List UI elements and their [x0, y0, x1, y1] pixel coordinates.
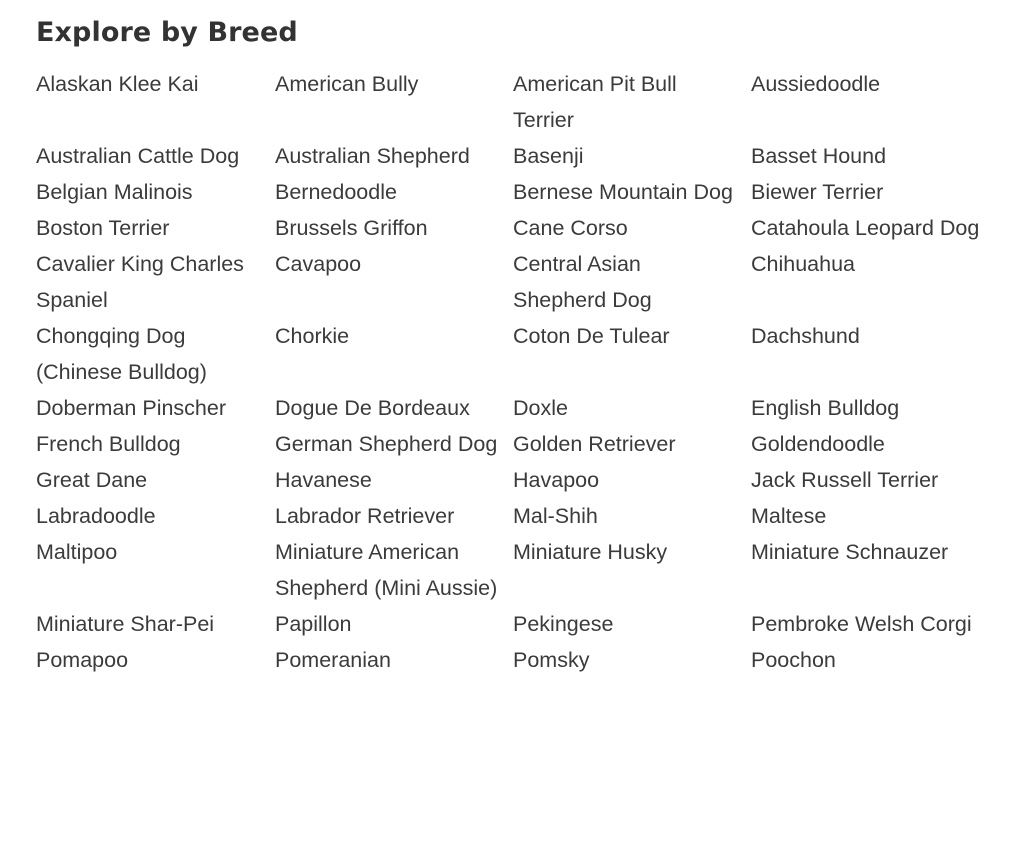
- breed-link[interactable]: Australian Shepherd: [275, 144, 470, 168]
- breed-link[interactable]: Maltese: [751, 504, 827, 528]
- breed-link[interactable]: French Bulldog: [36, 432, 181, 456]
- breed-link[interactable]: Cavapoo: [275, 252, 362, 276]
- breed-link[interactable]: Labradoodle: [36, 504, 156, 528]
- breed-link[interactable]: Australian Cattle Dog: [36, 144, 240, 168]
- breed-link[interactable]: Golden Retriever: [513, 432, 676, 456]
- breed-link[interactable]: Coton De Tulear: [513, 324, 670, 348]
- breed-link-grid: [36, 66, 996, 678]
- breed-link[interactable]: Aussiedoodle: [751, 72, 881, 96]
- breed-link[interactable]: Belgian Malinois: [36, 180, 193, 204]
- breed-link[interactable]: Basset Hound: [751, 144, 887, 168]
- breed-link[interactable]: Papillon: [275, 612, 352, 636]
- breed-link[interactable]: Dogue De Bordeaux: [275, 396, 470, 420]
- breed-link[interactable]: Pomeranian: [275, 648, 391, 672]
- explore-by-breed-section: [36, 14, 996, 678]
- breed-link[interactable]: Great Dane: [36, 468, 148, 492]
- breed-link[interactable]: Bernese Mountain Dog: [513, 180, 733, 204]
- breed-link[interactable]: Pembroke Welsh Corgi: [751, 612, 972, 636]
- breed-link[interactable]: Bernedoodle: [275, 180, 397, 204]
- breed-link[interactable]: Miniature American Shepherd (Mini Aussie): [275, 540, 498, 600]
- breed-link[interactable]: Brussels Griffon: [275, 216, 428, 240]
- breed-link[interactable]: Cavalier King Charles Spaniel: [36, 252, 244, 312]
- breed-link[interactable]: Mal-Shih: [513, 504, 598, 528]
- breed-link[interactable]: Pomapoo: [36, 648, 129, 672]
- breed-link[interactable]: American Pit Bull Terrier: [513, 72, 677, 132]
- breed-link[interactable]: Biewer Terrier: [751, 180, 884, 204]
- breed-link[interactable]: Central Asian Shepherd Dog: [513, 252, 652, 312]
- breed-link[interactable]: Pomsky: [513, 648, 590, 672]
- breed-link[interactable]: Maltipoo: [36, 540, 118, 564]
- breed-link[interactable]: Goldendoodle: [751, 432, 885, 456]
- breed-link[interactable]: American Bully: [275, 72, 419, 96]
- breed-link[interactable]: Doberman Pinscher: [36, 396, 227, 420]
- breed-link[interactable]: Poochon: [751, 648, 836, 672]
- breed-link[interactable]: Catahoula Leopard Dog: [751, 216, 980, 240]
- breed-link[interactable]: Chongqing Dog (Chinese Bulldog): [36, 324, 207, 384]
- breed-link[interactable]: Miniature Shar-Pei: [36, 612, 215, 636]
- breed-link[interactable]: Miniature Husky: [513, 540, 668, 564]
- breed-link[interactable]: Doxle: [513, 396, 568, 420]
- breed-link[interactable]: Cane Corso: [513, 216, 628, 240]
- breed-link[interactable]: Boston Terrier: [36, 216, 170, 240]
- breed-link[interactable]: Havapoo: [513, 468, 600, 492]
- breed-link[interactable]: Jack Russell Terrier: [751, 468, 939, 492]
- breed-link[interactable]: German Shepherd Dog: [275, 432, 498, 456]
- breed-link[interactable]: Miniature Schnauzer: [751, 540, 949, 564]
- breed-link[interactable]: English Bulldog: [751, 396, 900, 420]
- breed-link[interactable]: Dachshund: [751, 324, 860, 348]
- section-title: Explore by Breed: [36, 17, 298, 48]
- breed-link[interactable]: Basenji: [513, 144, 584, 168]
- breed-link[interactable]: Chihuahua: [751, 252, 856, 276]
- breed-link[interactable]: Pekingese: [513, 612, 614, 636]
- breed-link[interactable]: Chorkie: [275, 324, 350, 348]
- breed-link[interactable]: Alaskan Klee Kai: [36, 72, 199, 96]
- breed-link[interactable]: Havanese: [275, 468, 372, 492]
- breed-link[interactable]: Labrador Retriever: [275, 504, 455, 528]
